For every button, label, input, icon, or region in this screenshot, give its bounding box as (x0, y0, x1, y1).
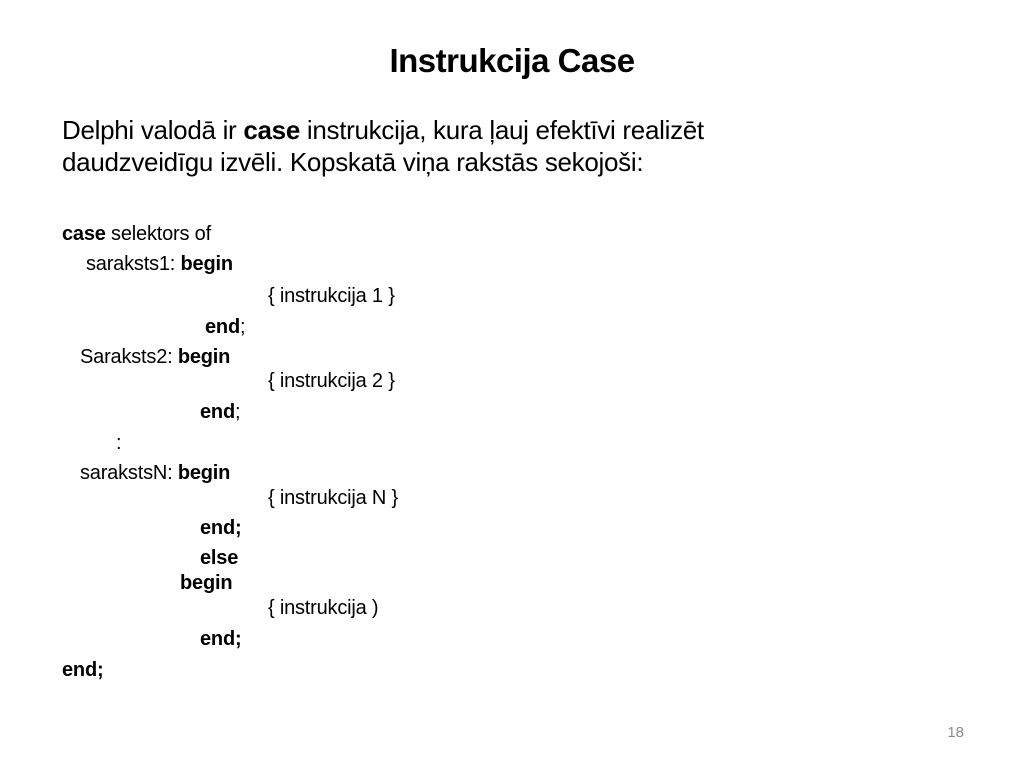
code-line-begin-else (180, 571, 232, 595)
code-text: selektors of (105, 223, 211, 245)
code-keyword: end; (200, 517, 242, 539)
code-keyword: end; (62, 659, 104, 681)
code-text: sarakstsN: (80, 462, 178, 484)
code-line-instr-else: { instrukcija ) (268, 597, 379, 619)
code-keyword: case (62, 223, 106, 245)
code-keyword: end (205, 316, 240, 338)
code-line-end4 (200, 627, 241, 651)
code-line-instr2: { instrukcija 2 } (268, 370, 395, 392)
code-line-instr1: { instrukcija 1 } (268, 285, 395, 307)
code-keyword: else (200, 547, 239, 569)
code-line-instrN: { instrukcija N } (268, 487, 398, 509)
code-line-list2 (80, 345, 230, 369)
code-line-end1 (205, 315, 245, 339)
code-line-listN (80, 461, 230, 485)
code-line-list1 (86, 252, 233, 276)
code-keyword: begin (180, 572, 233, 594)
code-line-case (62, 222, 211, 246)
code-text: ; (239, 316, 246, 338)
intro-line-1-start: Delphi valodā ir (62, 115, 244, 145)
code-line-else (200, 546, 238, 570)
code-keyword: begin (177, 346, 231, 368)
code-keyword: begin (177, 462, 231, 484)
code-text: saraksts1: (86, 253, 181, 275)
intro-keyword-case: case (243, 115, 300, 145)
intro-line-2: daudzveidīgu izvēli. Kopskatā viņa rakstās sekojoši: (62, 147, 644, 177)
intro-line-1-end: instrukcija, kura ļauj efektīvi realizēt (299, 115, 704, 145)
code-text: Saraksts2: (80, 346, 178, 368)
code-line-end2 (200, 400, 240, 424)
slide-title: Instrukcija Case (389, 42, 635, 79)
code-keyword: end; (200, 628, 242, 650)
code-keyword: end (200, 401, 235, 423)
code-line-ellipsis: : (116, 432, 122, 454)
code-line-end3 (200, 516, 241, 540)
code-text: ; (234, 401, 241, 423)
code-line-end-case (62, 658, 103, 682)
code-keyword: begin (180, 253, 233, 275)
page-number: 18 (947, 724, 964, 741)
